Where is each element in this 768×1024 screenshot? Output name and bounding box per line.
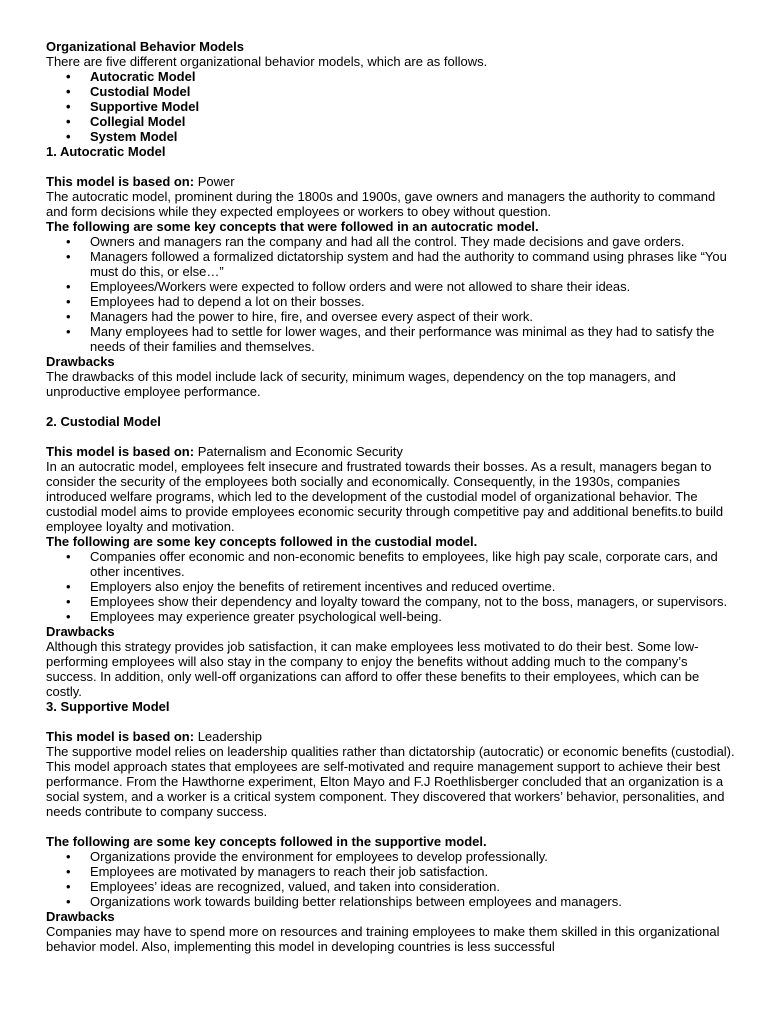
- section-paragraph: The autocratic model, prominent during the 1800s and 1900s, gave owners and managers the authority to command and form decisions while they expected employees or workers to obey without question.: [46, 189, 716, 219]
- concept-list: [46, 549, 736, 624]
- doc-title: Organizational Behavior Models: [46, 39, 244, 54]
- concept-list: [46, 849, 736, 909]
- section-heading: 3. Supportive Model: [46, 699, 170, 714]
- drawbacks-label: Drawbacks: [46, 624, 115, 639]
- list-item: • Collegial Model: [46, 114, 736, 129]
- document-page: [46, 39, 736, 954]
- concepts-heading: The following are some key concepts that were followed in an autocratic model.: [46, 219, 539, 234]
- list-item: • Many employees had to settle for lower wages, and their performance was minimal as they had to satisfy the needs of their families and themselves.: [46, 324, 736, 354]
- based-on-value: Leadership: [197, 729, 263, 744]
- based-on-line: [46, 729, 736, 744]
- list-item: • Managers had the power to hire, fire, and oversee every aspect of their work.: [46, 309, 736, 324]
- list-item: • Employees’ ideas are recognized, valued, and taken into consideration.: [46, 879, 736, 894]
- based-on-label: This model is based on:: [46, 729, 195, 744]
- list-item: • Employees may experience greater psychological well-being.: [46, 609, 736, 624]
- doc-intro: There are five different organizational behavior models, which are as follows.: [46, 54, 488, 69]
- list-item: • Employees show their dependency and loyalty toward the company, not to the boss, managers, or supervisors.: [46, 594, 736, 609]
- list-item: • Companies offer economic and non-economic benefits to employees, like high pay scale, corporate cars, and other incentives.: [46, 549, 736, 579]
- list-item: • Employers also enjoy the benefits of retirement incentives and reduced overtime.: [46, 579, 736, 594]
- based-on-line: [46, 174, 736, 189]
- drawbacks-text: Although this strategy provides job satisfaction, it can make employees less motivated to do their best. Some low-performing employees will also stay in the company to enjoy the benefits without adding much to the company’s success. In addition, only well-off organizations can afford to offer these benefits to their employees, which can be costly.: [46, 639, 700, 699]
- based-on-label: This model is based on:: [46, 174, 195, 189]
- based-on-line: [46, 444, 736, 459]
- based-on-value: Power: [197, 174, 235, 189]
- list-item: • Employees had to depend a lot on their bosses.: [46, 294, 736, 309]
- list-item: • Employees are motivated by managers to reach their job satisfaction.: [46, 864, 736, 879]
- section-heading: 1. Autocratic Model: [46, 144, 166, 159]
- section-paragraph: In an autocratic model, employees felt insecure and frustrated towards their bosses. As a result, managers began to consider the security of the employees both socially and economically. Consequently, in the 1930s, companies introduced welfare programs, which led to the development of the custodial model of organizational behavior. The custodial model aims to provide employees economic security through competitive pay and additional benefits.to build employee loyalty and motivation.: [46, 459, 724, 534]
- list-item: • Supportive Model: [46, 99, 736, 114]
- section-heading: 2. Custodial Model: [46, 414, 161, 429]
- drawbacks-text: The drawbacks of this model include lack of security, minimum wages, dependency on the top managers, and unproductive employee performance.: [46, 369, 676, 399]
- based-on-label: This model is based on:: [46, 444, 195, 459]
- concept-list: [46, 234, 736, 354]
- concepts-heading: The following are some key concepts followed in the custodial model.: [46, 534, 478, 549]
- concepts-heading: The following are some key concepts followed in the supportive model.: [46, 834, 487, 849]
- list-item: • Autocratic Model: [46, 69, 736, 84]
- drawbacks-text: Companies may have to spend more on resources and training employees to make them skilled in this organizational behavior model. Also, implementing this model in developing countries is less successful: [46, 924, 720, 954]
- model-list: [46, 69, 736, 144]
- based-on-value: Paternalism and Economic Security: [197, 444, 403, 459]
- section-paragraph: The supportive model relies on leadership qualities rather than dictatorship (autocratic) or economic benefits (custodial). This model approach states that employees are self-motivated and require management support to achieve their best performance. From the Hawthorne experiment, Elton Mayo and F.J Roethlisberger concluded that an organization is a social system, and a worker is a critical system component. They discovered that workers’ behavior, personalities, and needs contribute to company success.: [46, 744, 735, 819]
- list-item: • Employees/Workers were expected to follow orders and were not allowed to share their ideas.: [46, 279, 736, 294]
- drawbacks-label: Drawbacks: [46, 354, 115, 369]
- list-item: • Custodial Model: [46, 84, 736, 99]
- list-item: • System Model: [46, 129, 736, 144]
- drawbacks-label: Drawbacks: [46, 909, 115, 924]
- list-item: • Managers followed a formalized dictatorship system and had the authority to command using phrases like “You must do this, or else…”: [46, 249, 736, 279]
- list-item: • Organizations work towards building better relationships between employees and managers.: [46, 894, 736, 909]
- list-item: • Organizations provide the environment for employees to develop professionally.: [46, 849, 736, 864]
- list-item: • Owners and managers ran the company and had all the control. They made decisions and gave orders.: [46, 234, 736, 249]
